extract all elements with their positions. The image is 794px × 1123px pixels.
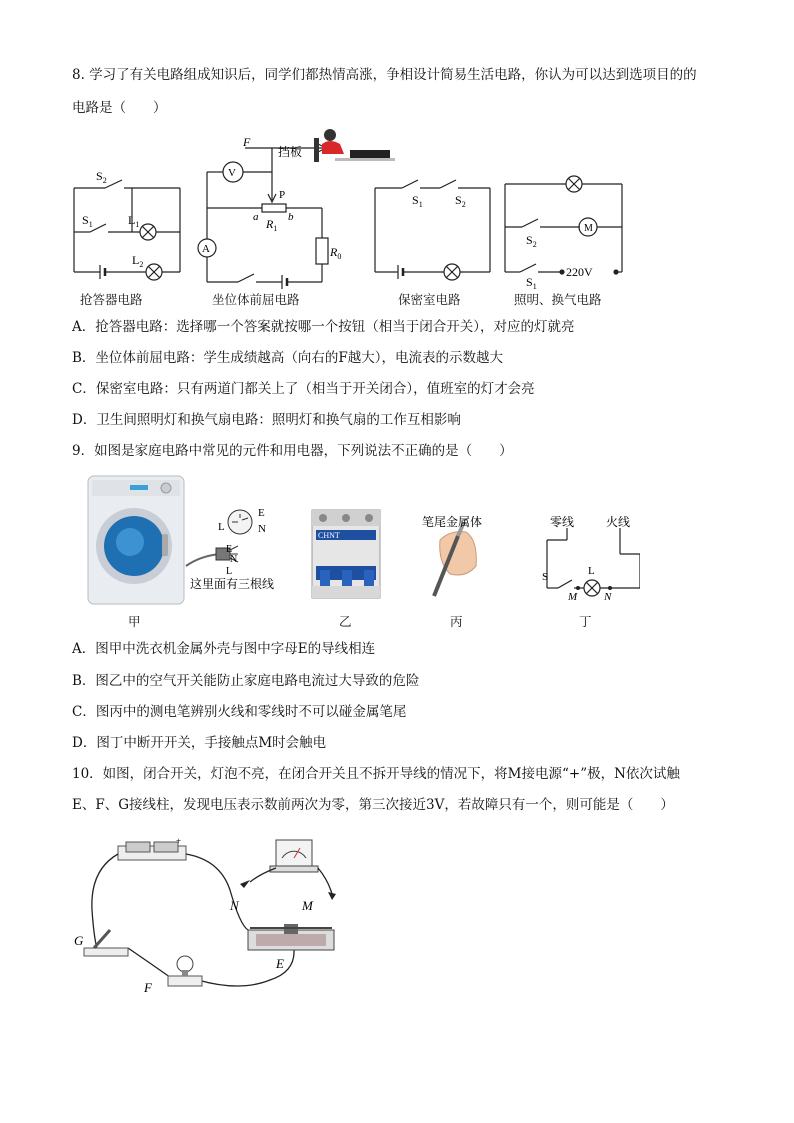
caption-jia: 甲 — [128, 614, 141, 629]
svg-text:S2: $S_2$ — [455, 193, 466, 209]
q8-option-a: A．抢答器电路：选择哪一个答案就按哪一个按钮（相当于闭合开关），对应的灯就亮 — [72, 319, 575, 335]
svg-text:N: N — [230, 554, 238, 565]
svg-text:E: E — [276, 956, 284, 971]
baffle-person-image — [314, 129, 395, 162]
caption-yi: 乙 — [339, 614, 352, 629]
svg-text:S2: $S_2$ — [96, 169, 107, 185]
svg-text:S1: $S_1$ — [526, 275, 537, 290]
svg-text:A: A — [202, 243, 210, 255]
q10-figure — [70, 830, 370, 1000]
svg-text:P: P — [279, 189, 286, 201]
svg-text:S2: $S_2$ — [526, 233, 537, 249]
svg-text:220V: 220V — [566, 265, 593, 279]
svg-text:笔尾金属体: 笔尾金属体 — [422, 515, 483, 529]
svg-text:S1: $S_1$ — [82, 213, 93, 229]
svg-text:这里面有三根线: 这里面有三根线 — [190, 577, 275, 591]
q8-option-d: D．卫生间照明灯和换气扇电路：照明灯和换气扇的工作互相影响 — [72, 412, 461, 428]
q8-stem-line2: 电路是（ ） — [72, 100, 167, 116]
voltmeter-image — [270, 840, 318, 872]
svg-text:R1: $R_1$ — [266, 217, 278, 233]
svg-text:S1: $S_1$ — [412, 193, 423, 209]
q10-stem-line1: 10．如图，闭合开关，灯泡不亮，在闭合开关且不拆开导线的情况下，将M接电源“+”极，N依次试触 — [72, 766, 680, 782]
q10-stem-line2: E、F、G接线柱，发现电压表示数前两次为零，第三次接近3V，若故障只有一个，则可能是（ ） — [72, 797, 674, 813]
svg-text:N: N — [258, 523, 266, 535]
svg-text:V: V — [228, 167, 236, 179]
svg-text:L2: $L_2$ — [132, 253, 144, 269]
caption-ding: 丁 — [579, 614, 592, 629]
caption-bing: 丙 — [450, 614, 463, 629]
q9-option-b: B．图乙中的空气开关能防止家庭电路电流过大导致的危险 — [72, 673, 420, 689]
q8-figure — [60, 120, 640, 290]
svg-text:M: M — [302, 898, 313, 913]
q8-stem-line1: 8. 学习了有关电路组成知识后，同学们都热情高涨，争相设计简易生活电路，你认为可以达到选项目的的 — [72, 67, 697, 83]
svg-text:a: a — [253, 211, 259, 223]
test-pen-image — [434, 522, 476, 596]
svg-text:R0: $R_0$ — [330, 245, 342, 261]
svg-text:b: b — [288, 211, 294, 223]
svg-text:M: M — [584, 223, 593, 234]
svg-text:S: S — [542, 571, 549, 583]
q9-option-a: A．图甲中洗衣机金属外壳与图中字母E的导线相连 — [72, 641, 376, 657]
svg-text:L: L — [218, 521, 225, 533]
svg-text:M: M — [568, 591, 578, 603]
rheostat-image — [248, 924, 334, 950]
svg-text:N: N — [604, 591, 612, 603]
air-switch-image — [312, 510, 380, 598]
caption-quiz-circuit: 抢答器电路 — [80, 292, 143, 307]
svg-text:L: L — [588, 565, 595, 577]
caption-secure-room-circuit: 保密室电路 — [398, 292, 461, 307]
svg-text:CHNT: CHNT — [318, 531, 340, 540]
svg-text:F: F — [144, 980, 152, 995]
svg-text:N: N — [230, 898, 239, 913]
svg-text:火线: 火线 — [606, 515, 631, 529]
q9-option-c: C．图丙中的测电笔辨别火线和零线时不可以碰金属笔尾 — [72, 704, 407, 720]
svg-text:L1: $L_1$ — [128, 213, 140, 229]
q9-option-d: D．图丁中断开开关，手接触点M时会触电 — [72, 735, 327, 751]
q8-option-c: C．保密室电路：只有两道门都关上了（相当于开关闭合），值班室的灯才会亮 — [72, 381, 535, 397]
caption-light-fan-circuit: 照明、换气电路 — [514, 292, 602, 307]
svg-text:E: E — [258, 507, 265, 519]
svg-text:G: G — [74, 933, 84, 948]
svg-text:L: L — [226, 566, 233, 577]
washing-machine-image — [88, 476, 184, 604]
q9-figure — [70, 470, 640, 610]
svg-text:挡板: 挡板 — [278, 145, 303, 159]
svg-text:零线: 零线 — [550, 515, 575, 529]
bulb-image — [168, 956, 202, 986]
caption-sit-reach-circuit: 坐位体前屈电路 — [212, 292, 300, 307]
svg-text:E: E — [226, 544, 233, 555]
switch-image — [84, 930, 128, 956]
svg-text:+: + — [176, 836, 182, 846]
q8-option-b: B．坐位体前屈电路：学生成绩越高（向右的F越大），电流表的示数越大 — [72, 350, 504, 366]
q9-stem: 9．如图是家庭电路中常见的元件和用电器，下列说法不正确的是（ ） — [72, 443, 513, 459]
svg-text:F: F — [243, 135, 251, 149]
